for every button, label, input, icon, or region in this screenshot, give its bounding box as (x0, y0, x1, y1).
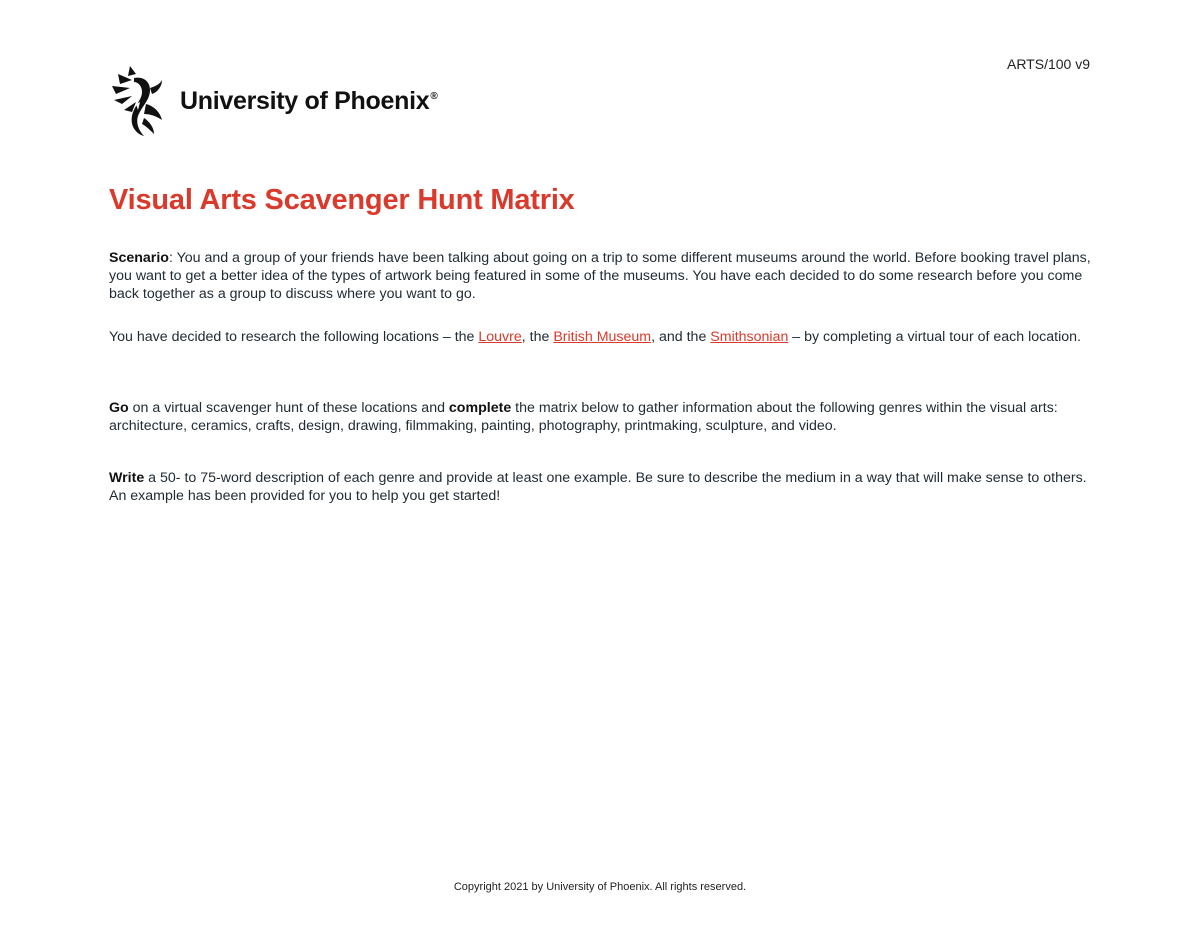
louvre-link[interactable]: Louvre (478, 329, 522, 345)
smithsonian-link[interactable]: Smithsonian (710, 329, 789, 345)
course-code: ARTS/100 v9 (1006, 56, 1090, 72)
go-text-1: on a virtual scavenger hunt of these locations and (128, 400, 449, 416)
locations-sep-1: , the (521, 329, 554, 345)
locations-intro: You have decided to research the following locations – the (109, 329, 479, 345)
go-keyword: Go (109, 400, 129, 416)
registered-mark: ® (430, 90, 438, 102)
university-logo (110, 64, 437, 138)
british-museum-link[interactable]: British Museum (553, 329, 652, 345)
locations-paragraph (109, 328, 1094, 346)
document-title: Visual Arts Scavenger Hunt Matrix (109, 184, 575, 216)
go-paragraph (109, 399, 1094, 435)
copyright-footer: Copyright 2021 by University of Phoenix. All rights reserved. (453, 881, 747, 893)
scenario-label: Scenario (109, 250, 169, 266)
scenario-paragraph (109, 249, 1094, 303)
complete-keyword: complete (448, 400, 512, 416)
phoenix-bird-icon (110, 64, 174, 138)
locations-outro: – by completing a virtual tour of each location. (788, 329, 1081, 345)
locations-sep-2: , and the (651, 329, 711, 345)
write-keyword: Write (109, 470, 145, 486)
scenario-text: : You and a group of your friends have been talking about going on a trip to some different museums around the world. Before booking travel plans, you want to get a better idea of the types of artwork being featured in some of the museums. You have each decided to do some research before you come back together as a group to discuss where you want to go. (109, 250, 1091, 302)
write-text: a 50- to 75-word description of each genre and provide at least one example. Be sure to describe the medium in a way that will make sense to others. An example has been provided for you to help you get started! (109, 470, 1087, 504)
write-paragraph (109, 469, 1094, 505)
go-text-2: the matrix below to gather information about the following genres within the visual arts: architecture, ceramics, crafts, design, drawing, filmmaking, painting, photography, printmaking, sculpture, and video. (109, 400, 1058, 434)
logo-wordmark: University of Phoenix® (180, 86, 438, 115)
